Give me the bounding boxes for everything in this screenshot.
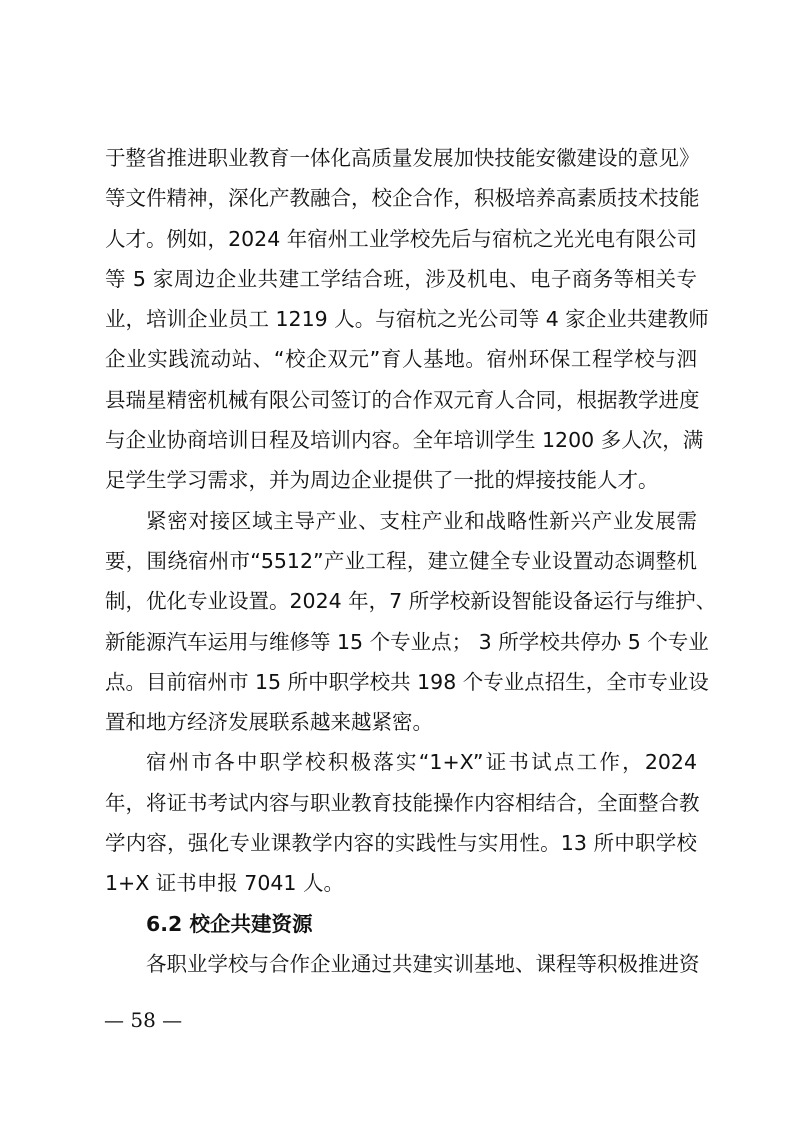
- text-line: 等 5 家周边企业共建工学结合班，涉及机电、电子商务等相关专: [105, 266, 697, 291]
- text-line: 等文件精神，深化产教融合，校企合作，积极培养高素质技术技能: [105, 186, 700, 211]
- text-line: 学内容，强化专业课教学内容的实践性与实用性。13 所中职学校: [105, 831, 697, 856]
- page-number: — 58 —: [104, 1008, 183, 1032]
- text-line: 要，围绕宿州市“5512”产业工程，建立健全专业设置动态调整机: [105, 548, 697, 573]
- section-heading: 6.2 校企共建资源: [146, 911, 313, 936]
- text-line: 足学生学习需求，并为周边企业提供了一批的焊接技能人才。: [105, 468, 659, 493]
- text-line: 企业实践流动站、“校企双元”育人基地。宿州环保工程学校与泗: [105, 347, 697, 372]
- text-line: 制，优化专业设置。2024 年，7 所学校新设智能设备运行与维护、: [105, 589, 717, 614]
- text-line: 置和地方经济发展联系越来越紧密。: [105, 710, 433, 735]
- text-line: 点。目前宿州市 15 所中职学校共 198 个专业点招生，全市专业设: [105, 669, 709, 694]
- text-line: 新能源汽车运用与维修等 15 个专业点； 3 所学校共停办 5 个专业: [105, 629, 709, 654]
- text-line: 于整省推进职业教育一体化高质量发展加快技能安徽建设的意见》: [105, 146, 700, 170]
- text-line: 与企业协商培训日程及培训内容。全年培训学生 1200 多人次，满: [105, 428, 704, 453]
- text-line: 年，将证书考试内容与职业教育技能操作内容相结合，全面整合教: [105, 790, 700, 815]
- body-text: [105, 138, 717, 984]
- text-line: 人才。例如，2024 年宿州工业学校先后与宿杭之光光电有限公司: [105, 226, 697, 251]
- text-line: 县瑞星精密机械有限公司签订的合作双元育人合同，根据教学进度: [105, 387, 700, 412]
- text-line: 紧密对接区域主导产业、支柱产业和战略性新兴产业发展需: [146, 508, 697, 533]
- text-line: 业，培训企业员工 1219 人。与宿杭之光公司等 4 家企业共建教师: [105, 307, 709, 332]
- text-line: 各职业学校与合作企业通过共建实训基地、课程等积极推进资: [146, 951, 700, 976]
- text-line: 宿州市各中职学校积极落实“1+X”证书试点工作，2024: [146, 750, 697, 775]
- text-line: 1+X 证书申报 7041 人。: [105, 871, 344, 896]
